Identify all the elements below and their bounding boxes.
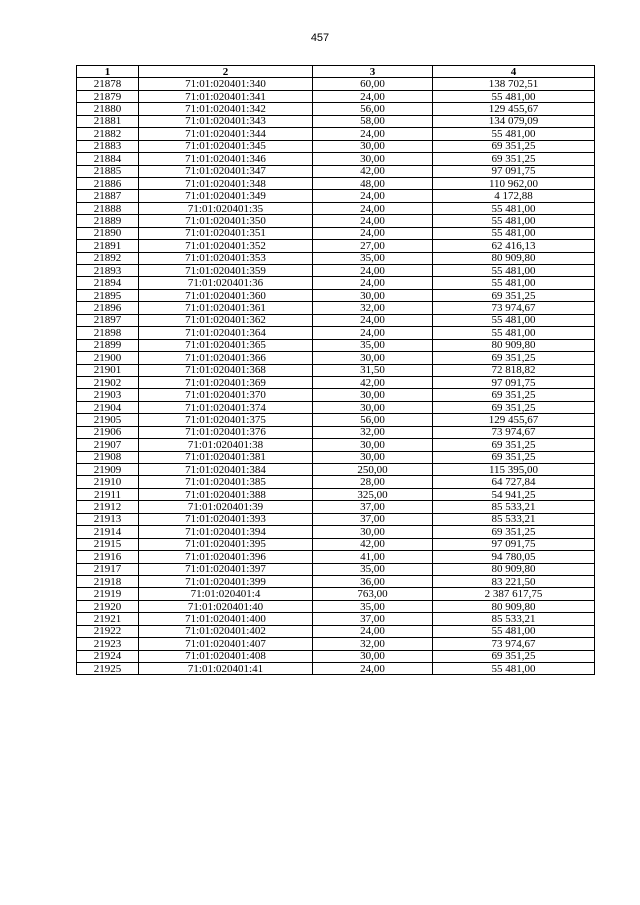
row-number-cell: 21906 [77, 426, 139, 438]
table-row [77, 265, 595, 277]
area-value-cell: 36,00 [313, 575, 433, 587]
cadastral-number-cell: 71:01:020401:368 [139, 364, 313, 376]
table-row [77, 451, 595, 463]
area-value-cell: 37,00 [313, 501, 433, 513]
table-header [77, 66, 595, 78]
cost-value-cell: 69 351,25 [433, 140, 595, 152]
cadastral-number-cell: 71:01:020401:400 [139, 613, 313, 625]
table-row [77, 426, 595, 438]
cadastral-number-cell: 71:01:020401:348 [139, 177, 313, 189]
cost-value-cell: 69 351,25 [433, 650, 595, 662]
row-number-cell: 21900 [77, 352, 139, 364]
row-number-cell: 21881 [77, 115, 139, 127]
cost-value-cell: 97 091,75 [433, 376, 595, 388]
table-row [77, 252, 595, 264]
row-number-cell: 21903 [77, 389, 139, 401]
cadastral-number-cell: 71:01:020401:349 [139, 190, 313, 202]
row-number-cell: 21899 [77, 339, 139, 351]
cadastral-number-cell: 71:01:020401:385 [139, 476, 313, 488]
column-header-2: 2 [139, 66, 313, 78]
cost-value-cell: 85 533,21 [433, 501, 595, 513]
area-value-cell: 24,00 [313, 190, 433, 202]
area-value-cell: 32,00 [313, 426, 433, 438]
cost-value-cell: 129 455,67 [433, 414, 595, 426]
row-number-cell: 21924 [77, 650, 139, 662]
area-value-cell: 24,00 [313, 202, 433, 214]
table-row [77, 501, 595, 513]
table-row [77, 551, 595, 563]
table-row [77, 588, 595, 600]
data-table [76, 65, 595, 675]
table-row [77, 153, 595, 165]
area-value-cell: 24,00 [313, 215, 433, 227]
cadastral-number-cell: 71:01:020401:360 [139, 289, 313, 301]
row-number-cell: 21922 [77, 625, 139, 637]
cadastral-number-cell: 71:01:020401:359 [139, 265, 313, 277]
table-row [77, 575, 595, 587]
table-row [77, 128, 595, 140]
column-header-3: 3 [313, 66, 433, 78]
table-row [77, 476, 595, 488]
table-row [77, 600, 595, 612]
cadastral-number-cell: 71:01:020401:35 [139, 202, 313, 214]
table-row [77, 103, 595, 115]
cost-value-cell: 73 974,67 [433, 426, 595, 438]
row-number-cell: 21888 [77, 202, 139, 214]
cost-value-cell: 69 351,25 [433, 439, 595, 451]
cadastral-number-cell: 71:01:020401:370 [139, 389, 313, 401]
cost-value-cell: 2 387 617,75 [433, 588, 595, 600]
row-number-cell: 21884 [77, 153, 139, 165]
row-number-cell: 21917 [77, 563, 139, 575]
cost-value-cell: 64 727,84 [433, 476, 595, 488]
cost-value-cell: 110 962,00 [433, 177, 595, 189]
table-row [77, 439, 595, 451]
cost-value-cell: 55 481,00 [433, 663, 595, 675]
cost-value-cell: 80 909,80 [433, 252, 595, 264]
table-row [77, 663, 595, 675]
row-number-cell: 21891 [77, 240, 139, 252]
area-value-cell: 31,50 [313, 364, 433, 376]
cadastral-number-cell: 71:01:020401:39 [139, 501, 313, 513]
area-value-cell: 42,00 [313, 538, 433, 550]
cadastral-number-cell: 71:01:020401:40 [139, 600, 313, 612]
area-value-cell: 35,00 [313, 339, 433, 351]
cost-value-cell: 55 481,00 [433, 202, 595, 214]
row-number-cell: 21916 [77, 551, 139, 563]
area-value-cell: 35,00 [313, 252, 433, 264]
cost-value-cell: 55 481,00 [433, 227, 595, 239]
cadastral-number-cell: 71:01:020401:340 [139, 78, 313, 90]
area-value-cell: 30,00 [313, 451, 433, 463]
cadastral-number-cell: 71:01:020401:399 [139, 575, 313, 587]
table-row [77, 115, 595, 127]
table-row [77, 625, 595, 637]
table-row [77, 78, 595, 90]
cost-value-cell: 80 909,80 [433, 339, 595, 351]
table-row [77, 165, 595, 177]
table-row [77, 314, 595, 326]
row-number-cell: 21892 [77, 252, 139, 264]
cadastral-number-cell: 71:01:020401:342 [139, 103, 313, 115]
row-number-cell: 21895 [77, 289, 139, 301]
cost-value-cell: 115 395,00 [433, 464, 595, 476]
area-value-cell: 37,00 [313, 513, 433, 525]
row-number-cell: 21905 [77, 414, 139, 426]
area-value-cell: 30,00 [313, 140, 433, 152]
cadastral-number-cell: 71:01:020401:345 [139, 140, 313, 152]
cost-value-cell: 69 351,25 [433, 289, 595, 301]
cadastral-number-cell: 71:01:020401:376 [139, 426, 313, 438]
area-value-cell: 60,00 [313, 78, 433, 90]
area-value-cell: 42,00 [313, 165, 433, 177]
table-row [77, 352, 595, 364]
cost-value-cell: 69 351,25 [433, 401, 595, 413]
table-row [77, 563, 595, 575]
table-row [77, 364, 595, 376]
row-number-cell: 21902 [77, 376, 139, 388]
table-row [77, 227, 595, 239]
cost-value-cell: 54 941,25 [433, 488, 595, 500]
area-value-cell: 30,00 [313, 401, 433, 413]
cadastral-number-cell: 71:01:020401:341 [139, 90, 313, 102]
row-number-cell: 21887 [77, 190, 139, 202]
table-row [77, 538, 595, 550]
table-row [77, 215, 595, 227]
cadastral-number-cell: 71:01:020401:407 [139, 638, 313, 650]
area-value-cell: 24,00 [313, 663, 433, 675]
cadastral-number-cell: 71:01:020401:395 [139, 538, 313, 550]
table-row [77, 327, 595, 339]
row-number-cell: 21904 [77, 401, 139, 413]
table-row [77, 638, 595, 650]
cadastral-number-cell: 71:01:020401:343 [139, 115, 313, 127]
area-value-cell: 41,00 [313, 551, 433, 563]
cadastral-number-cell: 71:01:020401:396 [139, 551, 313, 563]
table-row [77, 277, 595, 289]
row-number-cell: 21918 [77, 575, 139, 587]
cadastral-number-cell: 71:01:020401:384 [139, 464, 313, 476]
cadastral-number-cell: 71:01:020401:397 [139, 563, 313, 575]
cost-value-cell: 80 909,80 [433, 563, 595, 575]
table-row [77, 464, 595, 476]
table-row [77, 488, 595, 500]
row-number-cell: 21883 [77, 140, 139, 152]
cadastral-number-cell: 71:01:020401:408 [139, 650, 313, 662]
cadastral-number-cell: 71:01:020401:381 [139, 451, 313, 463]
row-number-cell: 21894 [77, 277, 139, 289]
area-value-cell: 24,00 [313, 277, 433, 289]
table-row [77, 190, 595, 202]
cadastral-number-cell: 71:01:020401:353 [139, 252, 313, 264]
area-value-cell: 24,00 [313, 314, 433, 326]
row-number-cell: 21908 [77, 451, 139, 463]
cadastral-number-cell: 71:01:020401:352 [139, 240, 313, 252]
area-value-cell: 30,00 [313, 352, 433, 364]
row-number-cell: 21878 [77, 78, 139, 90]
area-value-cell: 48,00 [313, 177, 433, 189]
row-number-cell: 21915 [77, 538, 139, 550]
area-value-cell: 30,00 [313, 289, 433, 301]
area-value-cell: 24,00 [313, 327, 433, 339]
table-row [77, 202, 595, 214]
cost-value-cell: 69 351,25 [433, 526, 595, 538]
row-number-cell: 21901 [77, 364, 139, 376]
cadastral-number-cell: 71:01:020401:41 [139, 663, 313, 675]
table-row [77, 289, 595, 301]
cost-value-cell: 97 091,75 [433, 165, 595, 177]
table-row [77, 302, 595, 314]
cost-value-cell: 55 481,00 [433, 314, 595, 326]
cost-value-cell: 85 533,21 [433, 513, 595, 525]
cadastral-number-cell: 71:01:020401:394 [139, 526, 313, 538]
area-value-cell: 56,00 [313, 414, 433, 426]
row-number-cell: 21907 [77, 439, 139, 451]
cost-value-cell: 83 221,50 [433, 575, 595, 587]
cost-value-cell: 73 974,67 [433, 638, 595, 650]
row-number-cell: 21879 [77, 90, 139, 102]
cadastral-number-cell: 71:01:020401:347 [139, 165, 313, 177]
cost-value-cell: 73 974,67 [433, 302, 595, 314]
cost-value-cell: 129 455,67 [433, 103, 595, 115]
row-number-cell: 21896 [77, 302, 139, 314]
area-value-cell: 30,00 [313, 650, 433, 662]
area-value-cell: 32,00 [313, 302, 433, 314]
area-value-cell: 30,00 [313, 439, 433, 451]
row-number-cell: 21912 [77, 501, 139, 513]
area-value-cell: 250,00 [313, 464, 433, 476]
cadastral-number-cell: 71:01:020401:393 [139, 513, 313, 525]
table-row [77, 177, 595, 189]
row-number-cell: 21885 [77, 165, 139, 177]
row-number-cell: 21890 [77, 227, 139, 239]
cadastral-number-cell: 71:01:020401:361 [139, 302, 313, 314]
cadastral-number-cell: 71:01:020401:346 [139, 153, 313, 165]
area-value-cell: 37,00 [313, 613, 433, 625]
cost-value-cell: 55 481,00 [433, 625, 595, 637]
table-row [77, 90, 595, 102]
cadastral-number-cell: 71:01:020401:362 [139, 314, 313, 326]
cost-value-cell: 72 818,82 [433, 364, 595, 376]
area-value-cell: 30,00 [313, 153, 433, 165]
table-row [77, 339, 595, 351]
cost-value-cell: 55 481,00 [433, 90, 595, 102]
cadastral-number-cell: 71:01:020401:402 [139, 625, 313, 637]
area-value-cell: 30,00 [313, 389, 433, 401]
cadastral-number-cell: 71:01:020401:351 [139, 227, 313, 239]
cadastral-number-cell: 71:01:020401:365 [139, 339, 313, 351]
cost-value-cell: 94 780,05 [433, 551, 595, 563]
cost-value-cell: 69 351,25 [433, 153, 595, 165]
table-body [77, 78, 595, 675]
cost-value-cell: 80 909,80 [433, 600, 595, 612]
cost-value-cell: 138 702,51 [433, 78, 595, 90]
row-number-cell: 21919 [77, 588, 139, 600]
area-value-cell: 35,00 [313, 563, 433, 575]
cadastral-number-cell: 71:01:020401:375 [139, 414, 313, 426]
header-row [77, 66, 595, 78]
row-number-cell: 21898 [77, 327, 139, 339]
cadastral-number-cell: 71:01:020401:374 [139, 401, 313, 413]
area-value-cell: 32,00 [313, 638, 433, 650]
area-value-cell: 763,00 [313, 588, 433, 600]
row-number-cell: 21886 [77, 177, 139, 189]
area-value-cell: 27,00 [313, 240, 433, 252]
cost-value-cell: 97 091,75 [433, 538, 595, 550]
table-row [77, 650, 595, 662]
cost-value-cell: 55 481,00 [433, 128, 595, 140]
row-number-cell: 21925 [77, 663, 139, 675]
cost-value-cell: 55 481,00 [433, 265, 595, 277]
cost-value-cell: 62 416,13 [433, 240, 595, 252]
cadastral-number-cell: 71:01:020401:4 [139, 588, 313, 600]
cadastral-number-cell: 71:01:020401:388 [139, 488, 313, 500]
table-row [77, 526, 595, 538]
cost-value-cell: 4 172,88 [433, 190, 595, 202]
row-number-cell: 21911 [77, 488, 139, 500]
row-number-cell: 21897 [77, 314, 139, 326]
cadastral-number-cell: 71:01:020401:344 [139, 128, 313, 140]
page-number: 457 [310, 32, 330, 44]
cost-value-cell: 85 533,21 [433, 613, 595, 625]
area-value-cell: 24,00 [313, 90, 433, 102]
row-number-cell: 21913 [77, 513, 139, 525]
cost-value-cell: 55 481,00 [433, 277, 595, 289]
row-number-cell: 21889 [77, 215, 139, 227]
column-header-4: 4 [433, 66, 595, 78]
area-value-cell: 24,00 [313, 625, 433, 637]
table-row [77, 389, 595, 401]
area-value-cell: 24,00 [313, 128, 433, 140]
area-value-cell: 58,00 [313, 115, 433, 127]
area-value-cell: 325,00 [313, 488, 433, 500]
row-number-cell: 21893 [77, 265, 139, 277]
cost-value-cell: 55 481,00 [433, 215, 595, 227]
cadastral-number-cell: 71:01:020401:36 [139, 277, 313, 289]
area-value-cell: 35,00 [313, 600, 433, 612]
cadastral-number-cell: 71:01:020401:366 [139, 352, 313, 364]
row-number-cell: 21909 [77, 464, 139, 476]
cadastral-number-cell: 71:01:020401:364 [139, 327, 313, 339]
cost-value-cell: 134 079,09 [433, 115, 595, 127]
area-value-cell: 24,00 [313, 265, 433, 277]
area-value-cell: 56,00 [313, 103, 433, 115]
table-row [77, 613, 595, 625]
row-number-cell: 21880 [77, 103, 139, 115]
cadastral-number-cell: 71:01:020401:369 [139, 376, 313, 388]
table-row [77, 140, 595, 152]
row-number-cell: 21920 [77, 600, 139, 612]
table-row [77, 414, 595, 426]
area-value-cell: 42,00 [313, 376, 433, 388]
row-number-cell: 21921 [77, 613, 139, 625]
cost-value-cell: 69 351,25 [433, 352, 595, 364]
area-value-cell: 24,00 [313, 227, 433, 239]
table-row [77, 513, 595, 525]
row-number-cell: 21923 [77, 638, 139, 650]
column-header-1: 1 [77, 66, 139, 78]
table-row [77, 240, 595, 252]
cadastral-number-cell: 71:01:020401:38 [139, 439, 313, 451]
row-number-cell: 21882 [77, 128, 139, 140]
area-value-cell: 30,00 [313, 526, 433, 538]
cost-value-cell: 69 351,25 [433, 451, 595, 463]
row-number-cell: 21914 [77, 526, 139, 538]
table-row [77, 376, 595, 388]
table-row [77, 401, 595, 413]
area-value-cell: 28,00 [313, 476, 433, 488]
cadastral-number-cell: 71:01:020401:350 [139, 215, 313, 227]
cost-value-cell: 55 481,00 [433, 327, 595, 339]
row-number-cell: 21910 [77, 476, 139, 488]
cost-value-cell: 69 351,25 [433, 389, 595, 401]
